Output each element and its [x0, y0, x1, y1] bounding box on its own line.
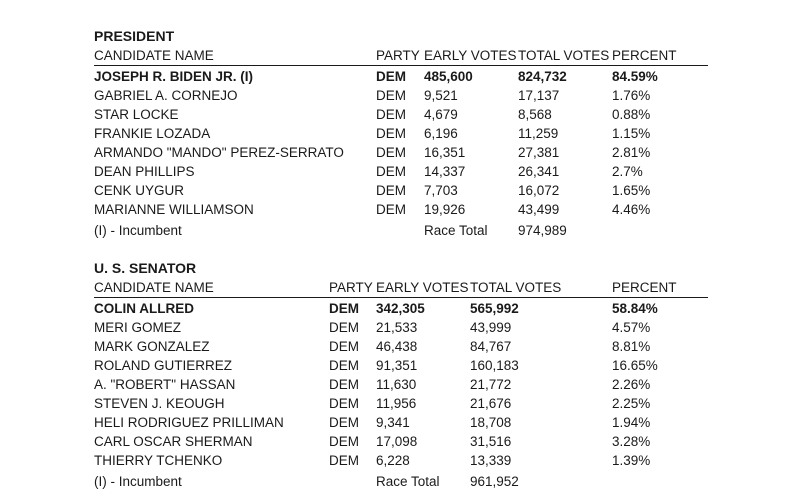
total-votes-cell: 26,341 [518, 164, 560, 179]
early-votes-cell: 342,305 [376, 301, 425, 316]
early-votes-cell: 91,351 [376, 358, 418, 373]
party-cell: DEM [329, 339, 359, 354]
candidate-name-cell: GABRIEL A. CORNEJO [94, 88, 238, 103]
percent-cell: 8.81% [612, 339, 651, 354]
candidate-name-cell: CENK UYGUR [94, 183, 185, 198]
table-row [94, 143, 708, 162]
early-votes-cell: 21,533 [376, 320, 418, 335]
table-row [94, 67, 708, 86]
early-votes-cell: 11,956 [376, 396, 417, 411]
percent-cell: 2.26% [612, 377, 651, 392]
total-votes-cell: 160,183 [470, 358, 519, 373]
header-early-votes: EARLY VOTES [424, 48, 517, 63]
header-candidate-name: CANDIDATE NAME [94, 48, 214, 63]
early-votes-cell: 9,341 [376, 415, 410, 430]
party-cell: DEM [329, 377, 359, 392]
percent-cell: 1.94% [612, 415, 651, 430]
header-candidate-name: CANDIDATE NAME [94, 280, 214, 295]
race-footer [94, 472, 708, 491]
percent-cell: 1.15% [612, 126, 651, 141]
header-percent: PERCENT [612, 280, 677, 295]
total-votes-cell: 8,568 [518, 107, 552, 122]
percent-cell: 3.28% [612, 434, 651, 449]
table-row [94, 318, 708, 337]
party-cell: DEM [376, 183, 406, 198]
candidate-name-cell: JOSEPH R. BIDEN JR. (I) [94, 69, 254, 84]
early-votes-cell: 6,228 [376, 453, 410, 468]
table-row [94, 356, 708, 375]
percent-cell: 2.7% [612, 164, 643, 179]
percent-cell: 0.88% [612, 107, 651, 122]
party-cell: DEM [329, 358, 359, 373]
early-votes-cell: 7,703 [424, 183, 458, 198]
early-votes-cell: 11,630 [376, 377, 417, 392]
table-row [94, 337, 708, 356]
party-cell: DEM [376, 126, 406, 141]
race-total-label: Race Total [376, 474, 440, 489]
candidate-name-cell: MARIANNE WILLIAMSON [94, 202, 254, 217]
race-title: PRESIDENT [94, 28, 175, 44]
candidate-name-cell: HELI RODRIGUEZ PRILLIMAN [94, 415, 284, 430]
candidate-name-cell: STAR LOCKE [94, 107, 179, 122]
table-row [94, 181, 708, 200]
total-votes-cell: 17,137 [518, 88, 560, 103]
percent-cell: 1.76% [612, 88, 651, 103]
total-votes-cell: 824,732 [518, 69, 567, 84]
early-votes-cell: 485,600 [424, 69, 473, 84]
total-votes-cell: 43,499 [518, 202, 560, 217]
table-row [94, 105, 708, 124]
party-cell: DEM [329, 396, 359, 411]
race-total-value: 961,952 [470, 474, 519, 489]
table-row [94, 394, 708, 413]
percent-cell: 1.39% [612, 453, 651, 468]
party-cell: DEM [376, 202, 406, 217]
party-cell: DEM [376, 145, 406, 160]
percent-cell: 2.25% [612, 396, 651, 411]
total-votes-cell: 21,772 [470, 377, 512, 392]
table-row [94, 86, 708, 105]
header-early-votes: EARLY VOTES [376, 280, 469, 295]
total-votes-cell: 21,676 [470, 396, 512, 411]
percent-cell: 4.57% [612, 320, 651, 335]
party-cell: DEM [329, 453, 359, 468]
table-row [94, 200, 708, 219]
early-votes-cell: 14,337 [424, 164, 466, 179]
early-votes-cell: 6,196 [424, 126, 458, 141]
total-votes-cell: 43,999 [470, 320, 512, 335]
percent-cell: 58.84% [612, 301, 658, 316]
total-votes-cell: 27,381 [518, 145, 560, 160]
party-cell: DEM [329, 434, 359, 449]
percent-cell: 2.81% [612, 145, 651, 160]
total-votes-cell: 16,072 [518, 183, 560, 198]
percent-cell: 1.65% [612, 183, 651, 198]
header-party: PARTY [376, 48, 420, 63]
incumbent-note: (I) - Incumbent [94, 474, 182, 489]
party-cell: DEM [376, 164, 406, 179]
total-votes-cell: 11,259 [518, 126, 559, 141]
party-cell: DEM [329, 301, 359, 316]
header-total-votes: TOTAL VOTES [518, 48, 610, 63]
early-votes-cell: 17,098 [376, 434, 418, 449]
table-row [94, 299, 708, 318]
candidate-name-cell: ARMANDO "MANDO" PEREZ-SERRATO [94, 145, 344, 160]
percent-cell: 84.59% [612, 69, 658, 84]
candidate-name-cell: THIERRY TCHENKO [94, 453, 223, 468]
table-row [94, 432, 708, 451]
candidate-name-cell: MERI GOMEZ [94, 320, 181, 335]
table-header [94, 279, 708, 298]
party-cell: DEM [329, 320, 359, 335]
candidate-name-cell: ROLAND GUTIERREZ [94, 358, 233, 373]
race-title: U. S. SENATOR [94, 260, 197, 276]
race-total-label: Race Total [424, 223, 488, 238]
early-votes-cell: 4,679 [424, 107, 458, 122]
table-row [94, 162, 708, 181]
race-total-value: 974,989 [518, 223, 567, 238]
total-votes-cell: 31,516 [470, 434, 512, 449]
candidate-name-cell: DEAN PHILLIPS [94, 164, 195, 179]
candidate-name-cell: COLIN ALLRED [94, 301, 194, 316]
table-row [94, 451, 708, 470]
table-row [94, 375, 708, 394]
total-votes-cell: 565,992 [470, 301, 519, 316]
table-header [94, 47, 708, 66]
party-cell: DEM [376, 107, 406, 122]
candidate-name-cell: A. "ROBERT" HASSAN [94, 377, 236, 392]
early-votes-cell: 9,521 [424, 88, 458, 103]
header-total-votes: TOTAL VOTES [470, 280, 562, 295]
table-row [94, 413, 708, 432]
header-percent: PERCENT [612, 48, 677, 63]
early-votes-cell: 46,438 [376, 339, 418, 354]
total-votes-cell: 13,339 [470, 453, 512, 468]
table-row [94, 124, 708, 143]
party-cell: DEM [329, 415, 359, 430]
party-cell: DEM [376, 88, 406, 103]
percent-cell: 16.65% [612, 358, 658, 373]
candidate-name-cell: STEVEN J. KEOUGH [94, 396, 225, 411]
race-footer [94, 221, 708, 240]
header-party: PARTY [329, 280, 373, 295]
early-votes-cell: 19,926 [424, 202, 466, 217]
candidate-name-cell: MARK GONZALEZ [94, 339, 210, 354]
party-cell: DEM [376, 69, 406, 84]
early-votes-cell: 16,351 [424, 145, 466, 160]
candidate-name-cell: CARL OSCAR SHERMAN [94, 434, 253, 449]
percent-cell: 4.46% [612, 202, 651, 217]
total-votes-cell: 84,767 [470, 339, 512, 354]
candidate-name-cell: FRANKIE LOZADA [94, 126, 211, 141]
incumbent-note: (I) - Incumbent [94, 223, 182, 238]
total-votes-cell: 18,708 [470, 415, 512, 430]
